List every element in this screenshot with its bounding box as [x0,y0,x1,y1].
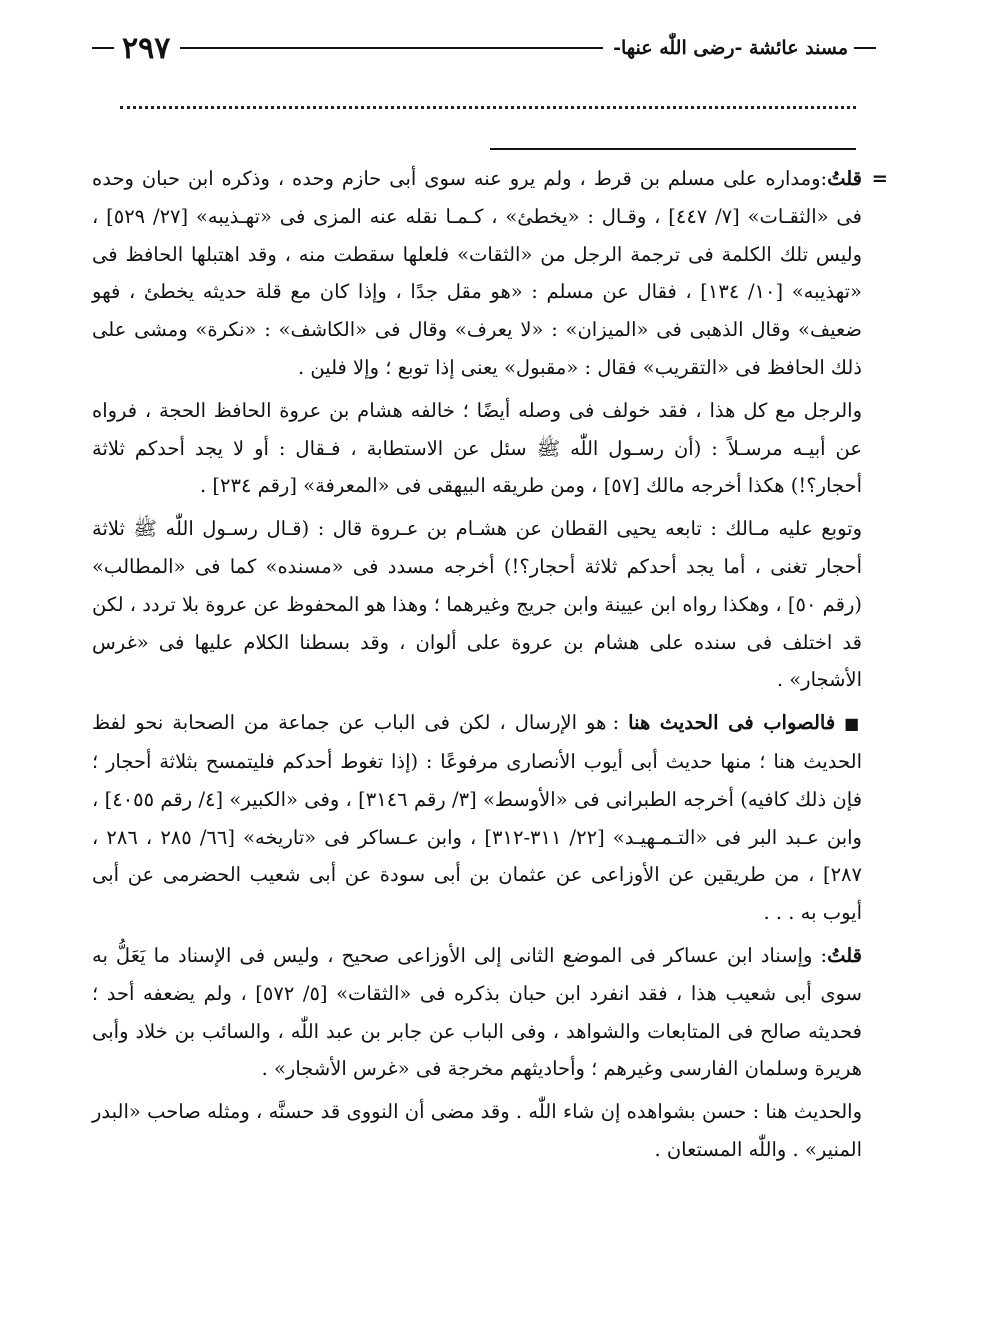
square-bullet: ■ [844,714,862,734]
paragraph-label: قلتُ [827,943,862,967]
paragraph-text: : هو الإرسال ، لكن فى الباب عن جماعة من الصحابة نحو لفظ الحديث هنا ؛ منها حديث أبى أيوب الأنصارى مرفوعًا : (إذا تغوط أحدكم فليتمسح بثلاثة أحجار ؛ فإن ذلك كافيه) أخرجه الطبرانى فى «الأوسط» [٣/ رقم ٣١٤٦] ، وفى «الكبير» [٤/ رقم ٤٠٥٥] ، وابن عـبد البر فى «التـمـهيـد» [٢٢/ ٣١١-٣١٢] ، وابن عـساكر فى «تاريخه» [٦٦/ ٢٨٥ ، ٢٨٦ ، ٢٨٧] ، من طريقين عن الأوزاعى عن عثمان بن أبى سودة عن أبى شعيب الحضرمى عن أبى أيوب به . . . [92,711,863,925]
footnote-body [92,160,888,1169]
footnote-paragraph-6: والحديث هنا : حسن بشواهده إن شاء اللّٰه . وقد مضى أن النووى قد حسنَّه ، ومثله صاحب «البدر المنير» . واللّٰه المستعان . [92,1100,862,1161]
paragraph-lead: فالصواب فى الحديث هنا [628,711,836,735]
footnote-paragraph-2: والرجل مع كل هذا ، فقد خولف فى وصله أيضًا ؛ خالفه هشام بن عروة الحافظ الحجة ، فرواه عن أبيـه مرسـلاً : (أن رسـول اللّٰه ﷺ سئل عن الاستطابة ، فـقال : أو لا يجد أحدكم ثلاثة أحجار؟!) هكذا أخرجه مالك [٥٧] ، ومن طريقه البيهقى فى «المعرفة» [رقم ٢٣٤] . [92,398,862,498]
page-header [92,28,876,68]
footnote-separator [490,148,856,150]
footnote-paragraph-4 [92,704,862,932]
running-title: مسند عائشة -رضى اللّٰه عنها- [613,37,848,59]
paragraph-label: قلتُ [827,167,862,190]
page-number: ٢٩٧ [122,30,171,66]
main-text-ellipsis-dots [120,106,856,109]
footnote-paragraph-3: وتوبع عليه مـالك : تابعه يحيى القطان عن هشـام بن عـروة قال : (قـال رسـول اللّٰه ﷺ ثلاثة أحجار تغنى ، أما يجد أحدكم ثلاثة أحجار؟!) أخرجه مسدد فى «مسنده» كما فى «المطالب» (رقم ٥٠] ، وهكذا رواه ابن عيينة وابن جريج وغيرهما ؛ وهذا هو المحفوظ عن عروة بلا تردد ، لكن قد اختلف فى سنده على هشام بن عروة على ألوان ، وقد بسطنا الكلام عليها فى «غرس الأشجار» . [92,517,862,692]
footnote-paragraph-1 [92,160,888,387]
continuation-mark: = [871,167,888,190]
paragraph-text: : وإسناد ابن عساكر فى الموضع الثانى إلى الأوزاعى صحيح ، وليس فى الإسناد ما يَعَلُّ به سوى أبى شعيب هذا ، فقد انفرد ابن حبان بذكره فى «الثقات» [٥/ ٥٧٢] ، ولم يضعفه أحد ؛ فحديثه صالح فى المتابعات والشواهد ، وفى الباب عن جابر بن عبد اللّٰه ، والسائب بن خلاد وأبى هريرة وسلمان الفارسى وغيرهم ؛ وأحاديثهم مخرجة فى «غرس الأشجار» . [92,943,862,1081]
header-rule-end [92,47,114,49]
footnote-paragraph-5 [92,937,862,1088]
header-rule [180,47,603,49]
header-rule-start [854,47,876,49]
paragraph-text: :ومداره على مسلم بن قرط ، ولم يرو عنه سوى أبى حازم وحده ، وذكره ابن حبان وحده فى «الثقـات» [٧/ ٤٤٧] ، وقـال : «يخطئ» ، كـمـا نقله عنه المزى فى «تهـذيبه» [٢٧/ ٥٢٩] ، وليس تلك الكلمة فى ترجمة الرجل من «الثقات» فلعلها سقطت منه ، وقد اهتبلها الحافظ فى «تهذيبه» [١٠/ ١٣٤] ، فقال عن مسلم : «هو مقل جدًا ، وإذا كان مع قلة حديثه يخطئ ، فهو ضعيف» وقال الذهبى فى «الميزان» : «لا يعرف» وقال فى «الكاشف» : «نكرة» ومشى على ذلك الحافظ فى «التقريب» فقال : «مقبول» يعنى إذا توبع ؛ وإلا فلين . [92,167,862,379]
